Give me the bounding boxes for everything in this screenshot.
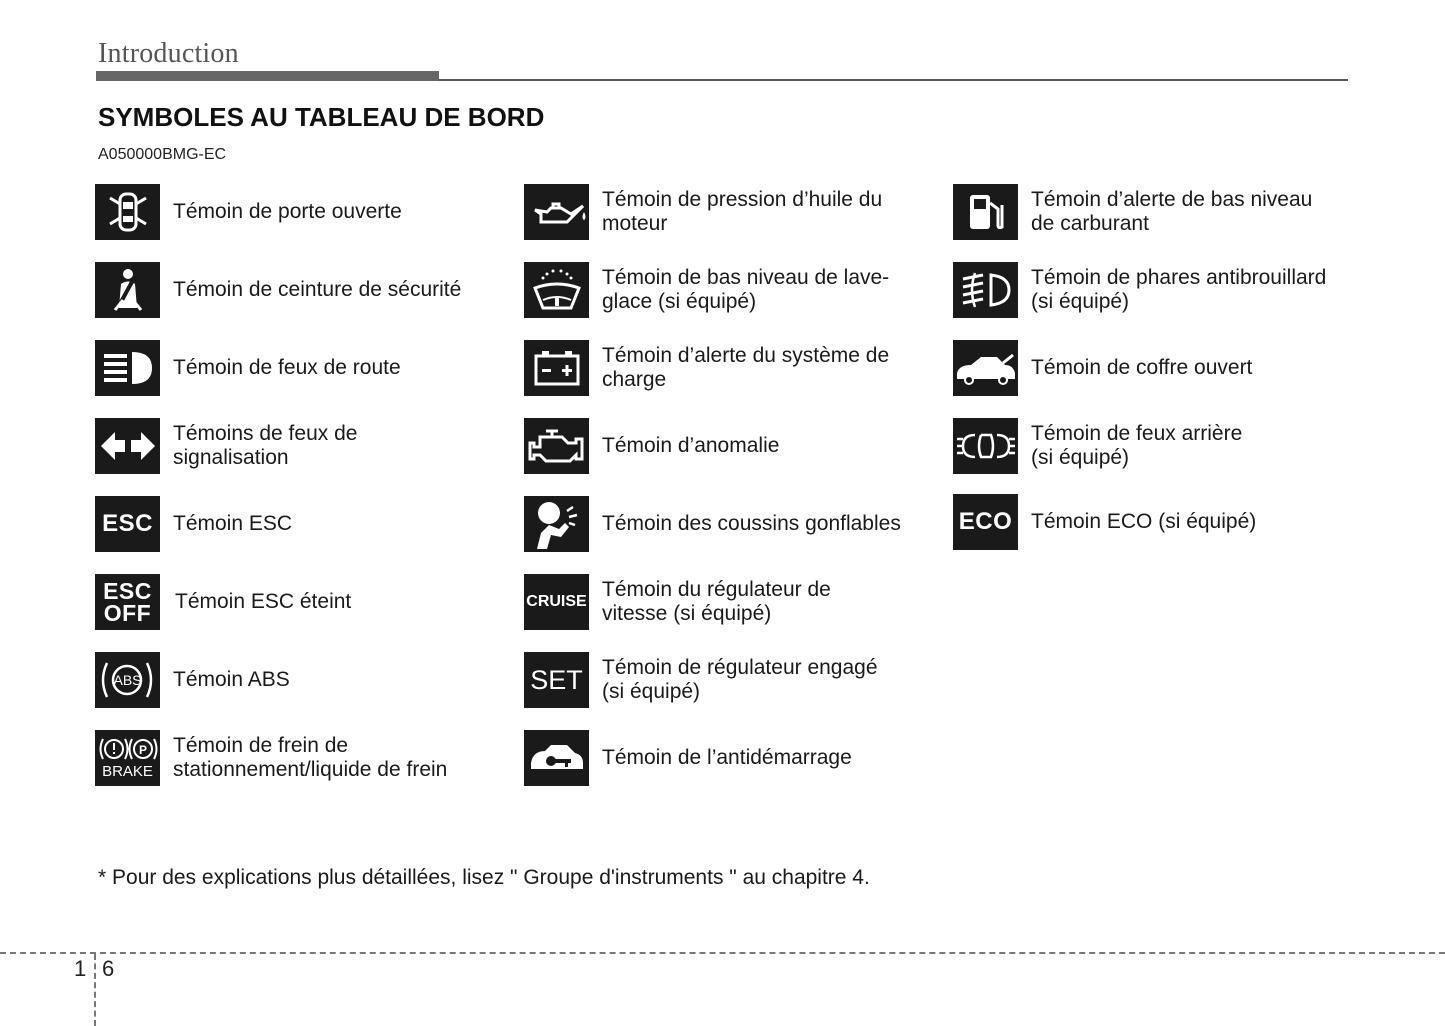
oil-pressure-icon	[524, 184, 589, 240]
battery-icon	[524, 340, 589, 396]
symbol-item	[524, 418, 779, 474]
engine-check-icon	[524, 418, 589, 474]
seatbelt-icon	[95, 262, 160, 318]
symbol-item	[95, 418, 357, 474]
section-title: SYMBOLES AU TABLEAU DE BORD	[98, 102, 545, 132]
symbol-item	[524, 574, 831, 630]
esc-off-icon: ESC OFF	[95, 574, 160, 630]
symbol-item	[95, 496, 292, 552]
rear-lamp-icon	[953, 418, 1018, 474]
symbol-item	[953, 184, 1312, 240]
set-icon: SET	[524, 652, 589, 708]
symbol-item	[524, 184, 882, 240]
symbol-label: Témoin de bas niveau de lave- glace (si équipé)	[602, 266, 890, 313]
symbol-label: Témoin ESC éteint	[175, 590, 352, 613]
symbol-label: Témoin d’alerte de bas niveau de carburant	[1031, 188, 1313, 235]
turn-signal-icon	[95, 418, 160, 474]
symbol-item	[524, 730, 852, 786]
trunk-open-icon	[953, 340, 1018, 396]
abs-icon	[95, 652, 160, 708]
symbol-label: Témoin ESC	[173, 512, 293, 535]
cruise-icon: CRUISE	[524, 574, 589, 630]
symbol-label: Témoin ECO (si équipé)	[1031, 510, 1257, 533]
header-title: Introduction	[98, 38, 239, 69]
chapter-number: 1	[74, 956, 87, 981]
washer-fluid-icon	[524, 262, 589, 318]
brake-icon	[95, 730, 160, 786]
symbol-item	[524, 652, 878, 708]
symbol-label: Témoin de phares antibrouillard (si équipé)	[1031, 266, 1327, 313]
symbol-item	[953, 418, 1242, 474]
airbag-icon	[524, 496, 589, 552]
symbol-item	[95, 730, 447, 786]
symbol-item	[524, 262, 889, 318]
symbol-label: Témoin de pression d’huile du moteur	[602, 188, 883, 235]
symbol-item	[953, 340, 1252, 396]
symbol-label: Témoin des coussins gonflables	[602, 512, 901, 535]
immobilizer-icon	[524, 730, 589, 786]
symbol-item	[95, 340, 401, 396]
symbol-label: Témoins de feux de signalisation	[173, 422, 358, 469]
symbol-item	[95, 652, 290, 708]
brake-icon-text: BRAKE	[102, 763, 153, 780]
symbol-label: Témoin de feux de route	[173, 356, 401, 379]
symbol-label: Témoin de frein de stationnement/liquide de frein	[173, 734, 448, 781]
header-rule-thick	[96, 71, 439, 81]
fuel-icon	[953, 184, 1018, 240]
symbol-label: Témoin de feux arrière (si équipé)	[1031, 422, 1243, 469]
symbol-item	[524, 340, 889, 396]
symbol-item	[95, 262, 461, 318]
document-code: A050000BMG-EC	[98, 146, 227, 163]
header-rule-thin	[439, 79, 1348, 81]
symbol-label: Témoin du régulateur de vitesse (si équipé)	[602, 578, 831, 625]
symbol-item	[953, 494, 1256, 550]
symbol-item	[953, 262, 1326, 318]
symbol-label: Témoin de régulateur engagé (si équipé)	[602, 656, 878, 703]
symbol-label: Témoin de ceinture de sécurité	[173, 278, 462, 301]
symbol-item	[95, 184, 402, 240]
page-number: 6	[102, 956, 115, 981]
door-open-icon	[95, 184, 160, 240]
footer-vertical-divider	[94, 954, 96, 1026]
abs-icon-text: ABS	[113, 672, 142, 688]
svg-text:P: P	[138, 743, 147, 757]
eco-icon: ECO	[953, 494, 1018, 550]
symbol-label: Témoin de coffre ouvert	[1031, 356, 1253, 379]
esc-icon: ESC	[95, 496, 160, 552]
high-beam-icon	[95, 340, 160, 396]
front-fog-icon	[953, 262, 1018, 318]
footnote: * Pour des explications plus détaillées, lisez " Groupe d'instruments " au chapitre 4.	[98, 866, 870, 889]
footer-divider	[0, 952, 1445, 954]
symbol-label: Témoin d’anomalie	[602, 434, 780, 457]
symbol-label: Témoin ABS	[173, 668, 290, 691]
symbol-item	[95, 574, 351, 630]
symbol-label: Témoin de porte ouverte	[173, 200, 402, 223]
symbol-label: Témoin d’alerte du système de charge	[602, 344, 890, 391]
symbol-label: Témoin de l’antidémarrage	[602, 746, 852, 769]
symbol-item	[524, 496, 901, 552]
